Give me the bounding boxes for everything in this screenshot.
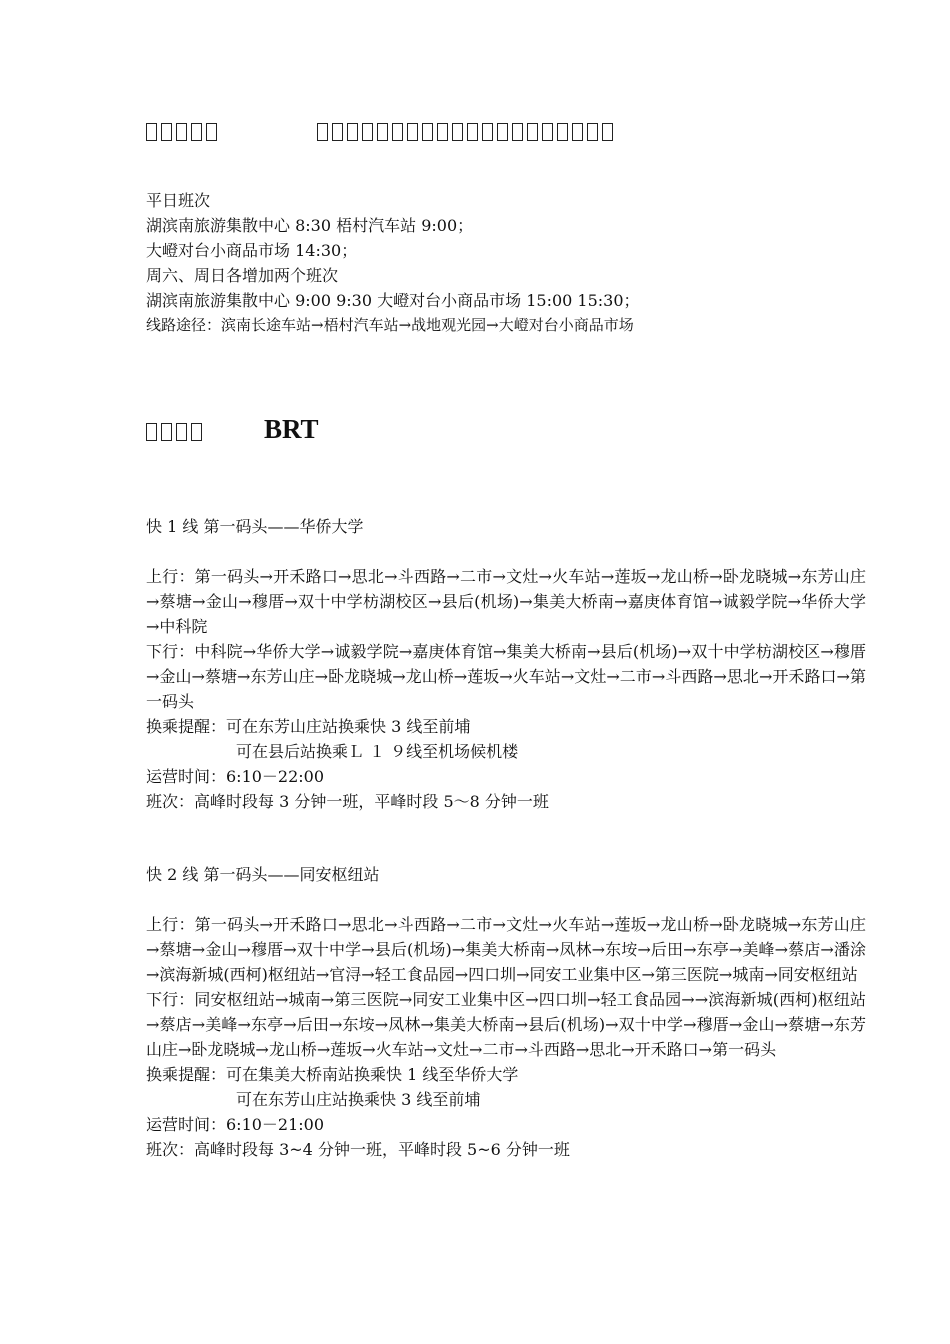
heading-boxes-left [146, 118, 221, 144]
missing-glyph-box [317, 123, 328, 141]
line2-header: 快 2 线 第一码头——同安枢纽站 [146, 865, 380, 884]
missing-glyph-box [392, 123, 403, 141]
line2-transfer-1: 换乘提醒：可在集美大桥南站换乘快 1 线至华侨大学 [146, 1065, 519, 1084]
line1-frequency: 班次：高峰时段每 3 分钟一班，平峰时段 5～8 分钟一班 [146, 792, 549, 811]
missing-glyph-box [347, 123, 358, 141]
line2-down-route: 下行：同安枢纽站→城南→第三医院→同安工业集中区→四口圳→轻工食品园→→滨海新城(西柯)枢纽站→蔡店→美峰→东亭→后田→东垵→凤林→集美大桥南→县后(机场)→双十中学→穆厝→金山→蔡塘→东芳山庄→卧龙晓城→龙山桥→莲坂→火车站→文灶→二市→斗西路→思北→开禾路口→第一码头 [146, 990, 866, 1059]
schedule-line: 平日班次 [146, 191, 211, 210]
missing-glyph-box [542, 123, 553, 141]
line1-hours: 运营时间：6:10－22:00 [146, 767, 325, 786]
line1-transfer-2: 可在县后站换乘Ｌ １ ９线至机场候机楼 [236, 742, 519, 761]
missing-glyph-box [602, 123, 613, 141]
schedule-line: 湖滨南旅游集散中心 8:30 梧村汽车站 9:00； [146, 216, 474, 235]
brt-title: BRT [264, 414, 319, 444]
missing-glyph-box [206, 123, 217, 141]
missing-glyph-box [161, 423, 172, 441]
missing-glyph-box [407, 123, 418, 141]
missing-glyph-box [587, 123, 598, 141]
missing-glyph-box [452, 123, 463, 141]
missing-glyph-box [377, 123, 388, 141]
line1-down-route: 下行：中科院→华侨大学→诚毅学院→嘉庚体育馆→集美大桥南→县后(机场)→双十中学枋湖校区→穆厝→金山→蔡塘→东芳山庄→卧龙晓城→龙山桥→莲坂→火车站→文灶→二市→斗西路→思北→开禾路口→第一码头 [146, 642, 866, 711]
missing-glyph-box [146, 123, 157, 141]
schedule-line: 周六、周日各增加两个班次 [146, 266, 339, 285]
missing-glyph-box [362, 123, 373, 141]
line2-block [146, 862, 866, 1162]
missing-glyph-box [512, 123, 523, 141]
missing-glyph-box [161, 123, 172, 141]
route-line: 线路途径：滨南长途车站→梧村汽车站→战地观光园→大嶝对台小商品市场 [146, 316, 634, 334]
line1-transfer-1: 换乘提醒：可在东芳山庄站换乘快 3 线至前埔 [146, 717, 471, 736]
section1-body [146, 188, 866, 338]
line1-header: 快 1 线 第一码头——华侨大学 [146, 517, 364, 536]
schedule-line: 湖滨南旅游集散中心 9:00 9:30 大嶝对台小商品市场 15:00 15:30； [146, 291, 640, 310]
missing-glyph-box [437, 123, 448, 141]
section1-heading [146, 118, 617, 144]
missing-glyph-box [176, 423, 187, 441]
missing-glyph-box [146, 423, 157, 441]
line2-transfer-2: 可在东芳山庄站换乘快 3 线至前埔 [236, 1090, 481, 1109]
missing-glyph-box [176, 123, 187, 141]
missing-glyph-box [482, 123, 493, 141]
missing-glyph-box [191, 423, 202, 441]
missing-glyph-box [557, 123, 568, 141]
missing-glyph-box [467, 123, 478, 141]
missing-glyph-box [497, 123, 508, 141]
line1-block [146, 514, 866, 814]
heading-boxes-right [317, 118, 617, 144]
line1-up-route: 上行：第一码头→开禾路口→思北→斗西路→二市→文灶→火车站→莲坂→龙山桥→卧龙晓城→东芳山庄→蔡塘→金山→穆厝→双十中学枋湖校区→县后(机场)→集美大桥南→嘉庚体育馆→诚毅学院→华侨大学→中科院 [146, 567, 866, 636]
heading-boxes [146, 418, 206, 444]
line2-hours: 运营时间：6:10－21:00 [146, 1115, 325, 1134]
missing-glyph-box [422, 123, 433, 141]
missing-glyph-box [332, 123, 343, 141]
missing-glyph-box [191, 123, 202, 141]
section2-heading [146, 414, 319, 445]
line2-frequency: 班次：高峰时段每 3~4 分钟一班，平峰时段 5~6 分钟一班 [146, 1140, 570, 1159]
line2-up-route: 上行：第一码头→开禾路口→思北→斗西路→二市→文灶→火车站→莲坂→龙山桥→卧龙晓城→东芳山庄→蔡塘→金山→穆厝→双十中学→县后(机场)→集美大桥南→凤林→东垵→后田→东亭→美峰→蔡店→潘涂→滨海新城(西柯)枢纽站→官浔→轻工食品园→四口圳→同安工业集中区→第三医院→城南→同安枢纽站 [146, 915, 866, 984]
missing-glyph-box [527, 123, 538, 141]
schedule-line: 大嶝对台小商品市场 14:30； [146, 241, 358, 260]
missing-glyph-box [572, 123, 583, 141]
